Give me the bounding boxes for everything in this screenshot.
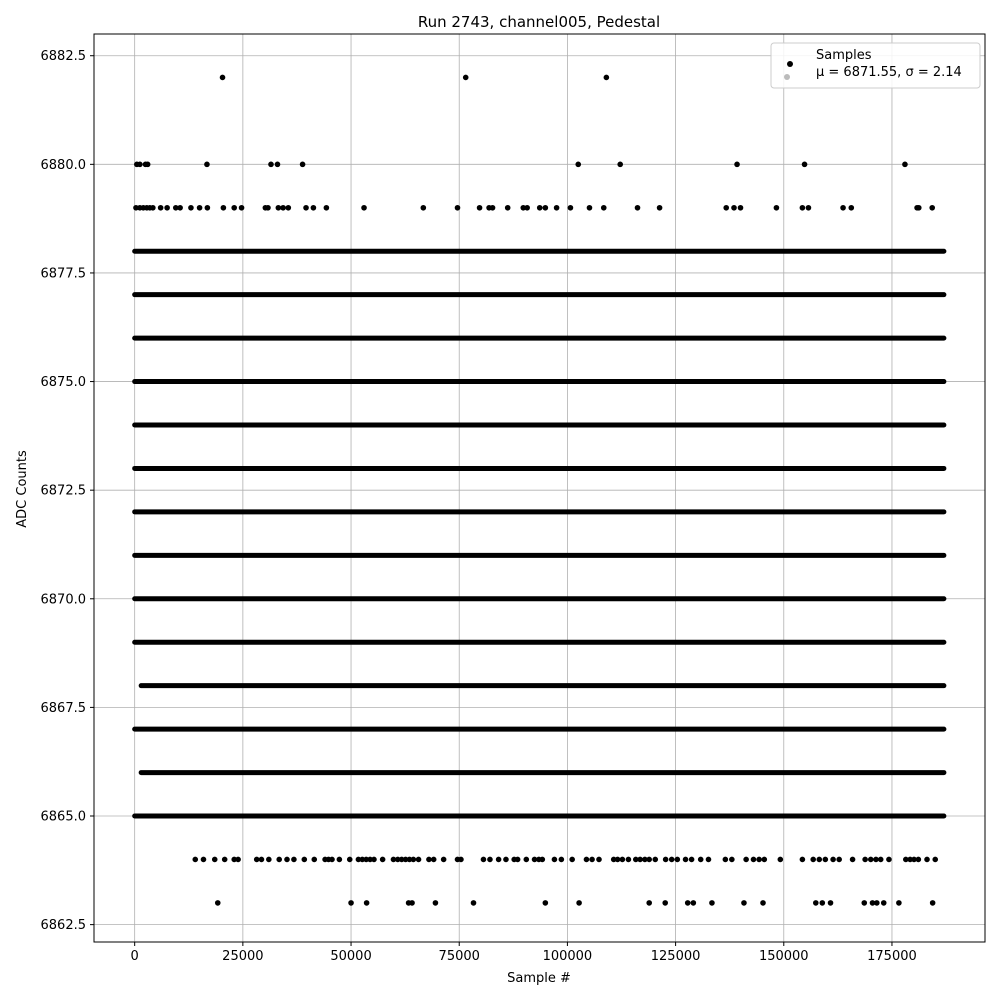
sample-point <box>259 857 265 863</box>
sample-point <box>756 857 762 863</box>
sample-point <box>669 857 675 863</box>
sample-point <box>589 857 595 863</box>
sample-point <box>158 205 164 211</box>
sample-point <box>751 857 757 863</box>
sample-point <box>458 857 464 863</box>
y-tick-label: 6867.5 <box>40 700 86 716</box>
y-tick-label: 6877.5 <box>40 266 86 282</box>
sample-point <box>800 857 806 863</box>
x-tick-label: 25000 <box>222 949 264 964</box>
sample-point <box>646 900 652 906</box>
sample-point <box>441 857 447 863</box>
x-tick-label: 50000 <box>330 949 372 964</box>
sample-point <box>285 205 291 211</box>
sample-point <box>916 857 922 863</box>
sample-point <box>850 857 856 863</box>
sample-point <box>646 857 652 863</box>
sample-point <box>540 857 546 863</box>
x-tick-label: 125000 <box>650 949 701 964</box>
sample-point <box>689 857 695 863</box>
x-tick-label: 0 <box>130 949 139 964</box>
sample-point <box>698 857 704 863</box>
sample-point <box>481 857 487 863</box>
sample-point <box>463 75 469 81</box>
sample-point <box>239 205 245 211</box>
sample-point <box>620 857 626 863</box>
x-axis-label: Sample # <box>507 971 571 986</box>
sample-point <box>524 205 530 211</box>
sample-point <box>347 857 353 863</box>
sample-point <box>637 857 643 863</box>
sample-point <box>881 900 887 906</box>
y-tick-label: 6880.0 <box>40 157 86 173</box>
sample-point <box>503 857 509 863</box>
sample-point <box>337 857 343 863</box>
sample-point <box>215 900 221 906</box>
sample-point <box>204 162 210 168</box>
y-tick-label: 6872.5 <box>40 483 86 499</box>
sample-point <box>862 857 868 863</box>
sample-point <box>734 162 740 168</box>
sample-point <box>930 900 936 906</box>
sample-point <box>738 205 744 211</box>
sample-point <box>303 205 309 211</box>
y-tick-label: 6865.0 <box>40 809 86 825</box>
sample-point <box>802 162 808 168</box>
sample-point <box>265 205 271 211</box>
sample-point <box>416 857 422 863</box>
sample-point <box>409 900 415 906</box>
sample-point <box>813 900 819 906</box>
sample-point <box>284 857 290 863</box>
sample-point <box>569 857 575 863</box>
sample-point <box>874 900 880 906</box>
sample-point <box>731 205 737 211</box>
sample-point <box>816 857 822 863</box>
legend-label-samples: Samples <box>816 48 872 63</box>
sample-point <box>276 857 282 863</box>
sample-point <box>902 162 908 168</box>
sample-point <box>896 900 902 906</box>
sample-point <box>471 900 477 906</box>
sample-point <box>188 205 194 211</box>
sample-point <box>197 205 203 211</box>
sample-point <box>361 205 367 211</box>
sample-point <box>364 900 370 906</box>
sample-point <box>617 162 623 168</box>
sample-point <box>868 857 874 863</box>
sample-point <box>543 900 549 906</box>
sample-point <box>706 857 712 863</box>
sample-point <box>652 857 658 863</box>
sample-point <box>828 900 834 906</box>
sample-point <box>840 205 846 211</box>
sample-point <box>302 857 308 863</box>
sample-point <box>675 857 681 863</box>
sample-point <box>348 900 354 906</box>
sample-point <box>220 75 226 81</box>
sample-point <box>774 205 780 211</box>
sample-point <box>830 857 836 863</box>
sample-point <box>760 900 766 906</box>
y-tick-label: 6862.5 <box>40 918 86 934</box>
sample-point <box>455 205 461 211</box>
sample-point <box>800 205 806 211</box>
sample-point <box>150 205 156 211</box>
sample-point <box>723 205 729 211</box>
sample-point <box>433 900 439 906</box>
sample-point <box>886 857 892 863</box>
sample-point <box>819 900 825 906</box>
sample-point <box>873 857 879 863</box>
chart-title: Run 2743, channel005, Pedestal <box>417 13 661 31</box>
y-tick-label: 6870.0 <box>40 592 86 608</box>
sample-point <box>626 857 632 863</box>
sample-point <box>836 857 842 863</box>
sample-point <box>615 857 621 863</box>
sample-point <box>254 857 260 863</box>
sample-point <box>685 900 691 906</box>
sample-point <box>778 857 784 863</box>
sample-point <box>932 857 938 863</box>
sample-point <box>221 205 227 211</box>
sample-point <box>568 205 574 211</box>
sample-point <box>604 75 610 81</box>
sample-point <box>743 857 749 863</box>
legend-marker-stats <box>784 74 790 80</box>
sample-point <box>861 900 867 906</box>
sample-point <box>662 900 668 906</box>
legend-label-stats: μ = 6871.55, σ = 2.14 <box>816 65 962 80</box>
sample-point <box>587 205 593 211</box>
sample-point <box>201 857 207 863</box>
sample-point <box>729 857 735 863</box>
sample-point <box>496 857 502 863</box>
sample-point <box>235 857 241 863</box>
sample-point <box>275 162 281 168</box>
sample-point <box>205 205 211 211</box>
sample-point <box>266 857 272 863</box>
sample-point <box>691 900 697 906</box>
sample-point <box>806 205 812 211</box>
sample-point <box>576 900 582 906</box>
sample-point <box>164 205 170 211</box>
sample-point <box>487 857 493 863</box>
sample-point <box>575 162 581 168</box>
x-tick-label: 175000 <box>867 949 917 964</box>
sample-point <box>601 205 607 211</box>
sample-point <box>421 205 427 211</box>
sample-point <box>137 162 143 168</box>
sample-point <box>411 857 417 863</box>
sample-point <box>741 900 747 906</box>
sample-point <box>324 205 330 211</box>
sample-point <box>371 857 377 863</box>
x-tick-label: 75000 <box>438 949 480 964</box>
sample-point <box>823 857 829 863</box>
sample-point <box>878 857 884 863</box>
sample-point <box>431 857 437 863</box>
sample-point <box>268 162 274 168</box>
sample-point <box>311 205 317 211</box>
sample-point <box>543 205 549 211</box>
sample-point <box>657 205 663 211</box>
sample-point <box>683 857 689 863</box>
sample-point <box>505 205 511 211</box>
sample-point <box>300 162 306 168</box>
sample-point <box>709 900 715 906</box>
sample-point <box>596 857 602 863</box>
sample-point <box>723 857 729 863</box>
y-tick-label: 6882.5 <box>40 49 86 65</box>
sample-point <box>552 857 558 863</box>
sample-point <box>810 857 816 863</box>
sample-point <box>584 857 590 863</box>
sample-point <box>426 857 432 863</box>
sample-point <box>380 857 386 863</box>
y-axis-label: ADC Counts <box>15 450 30 528</box>
sample-point <box>311 857 317 863</box>
sample-point <box>145 162 151 168</box>
sample-point <box>280 205 286 211</box>
sample-point <box>329 857 335 863</box>
sample-point <box>222 857 228 863</box>
y-tick-label: 6875.0 <box>40 375 86 391</box>
legend-marker-samples <box>787 61 793 67</box>
sample-point <box>490 205 496 211</box>
sample-point <box>554 205 560 211</box>
sample-point <box>524 857 530 863</box>
x-tick-label: 100000 <box>542 949 593 964</box>
sample-point <box>762 857 768 863</box>
sample-point <box>916 205 922 211</box>
sample-point <box>848 205 854 211</box>
sample-point <box>291 857 297 863</box>
sample-point <box>192 857 198 863</box>
sample-point <box>212 857 218 863</box>
sample-point <box>177 205 183 211</box>
sample-point <box>663 857 669 863</box>
x-tick-label: 150000 <box>758 949 809 964</box>
sample-point <box>477 205 483 211</box>
sample-point <box>537 205 543 211</box>
sample-point <box>276 205 282 211</box>
sample-point <box>515 857 521 863</box>
sample-point <box>231 205 237 211</box>
sample-point <box>635 205 641 211</box>
sample-point <box>924 857 930 863</box>
legend <box>771 43 980 88</box>
sample-point <box>559 857 565 863</box>
sample-point <box>929 205 935 211</box>
